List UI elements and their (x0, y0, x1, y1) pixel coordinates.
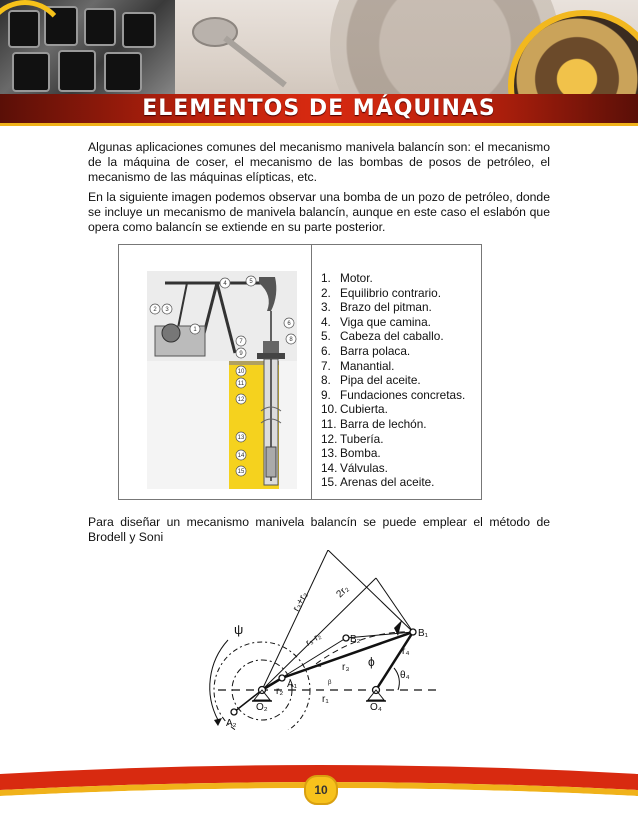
callout-6: 6 (287, 321, 291, 327)
label-r3-minus-r2: r₃-r₂ (303, 630, 323, 648)
callout-15: 15 (237, 469, 245, 475)
crank-rocker-diagram (198, 550, 448, 730)
list-item-number: 7. (321, 358, 331, 373)
point-a1: A₁ (287, 679, 298, 690)
label-2r2: 2r₂ (334, 583, 352, 601)
callout-13: 13 (237, 435, 245, 441)
callout-9: 9 (239, 351, 243, 357)
page-title: ELEMENTOS DE MÁQUINAS (142, 96, 496, 121)
list-item-number: 11. (321, 416, 337, 431)
list-item (321, 432, 465, 447)
pump-figure-table (118, 244, 482, 500)
list-item-number: 6. (321, 343, 331, 358)
list-item-label: Brazo del pitman. (340, 300, 432, 315)
list-item (321, 315, 465, 330)
list-item-number: 14. (321, 460, 338, 475)
list-item (321, 329, 465, 344)
list-item-number: 1. (321, 271, 331, 285)
engine-valve-image (185, 10, 295, 95)
callout-1: 1 (193, 327, 197, 333)
list-item-label: Cabeza del caballo. (340, 329, 444, 344)
list-item (321, 286, 465, 301)
list-item-label: Tubería. (340, 431, 384, 446)
list-item (321, 475, 465, 490)
pump-parts-list (321, 271, 465, 490)
list-item (321, 359, 465, 374)
list-item-label: Manantial. (340, 358, 395, 373)
label-r3: r₃ (342, 662, 350, 673)
label-theta4: θ₄ (400, 670, 410, 681)
callout-5: 5 (249, 279, 253, 285)
list-item-number: 13. (321, 446, 338, 461)
list-item (321, 373, 465, 388)
point-b1: B₁ (418, 628, 429, 639)
callout-2: 2 (153, 307, 157, 313)
label-r4: r₄ (402, 646, 410, 657)
table-divider (311, 245, 312, 499)
list-item-label: Motor. (340, 271, 373, 285)
page-number: 10 (304, 775, 338, 805)
list-item-number: 3. (321, 300, 331, 315)
paragraph-oil-pump: En la siguiente imagen podemos observar una bomba de un pozo de petróleo, donde se incluye un mecanismo de manivela balancín, aunque en este caso el eslabón que opera como balancín se extiende en su parte posterior. (88, 190, 550, 235)
list-item-label: Equilibrio contrario. (340, 285, 441, 300)
callout-4: 4 (223, 281, 227, 287)
label-r1: r₁ (322, 694, 329, 705)
list-item-number: 8. (321, 373, 331, 388)
point-o4: O₄ (370, 702, 382, 713)
point-b2: B₂ (350, 634, 361, 645)
list-item-label: Barra polaca. (340, 343, 411, 358)
list-item-label: Válvulas. (340, 460, 388, 475)
list-item-label: Pipa del aceite. (340, 373, 421, 388)
point-a2: A₂ (226, 718, 237, 729)
list-item (321, 417, 465, 432)
point-o2: O₂ (256, 702, 268, 713)
paragraph-brodell-soni: Para diseñar un mecanismo manivela balancín se puede emplear el método de Brodell y Soni (88, 515, 550, 545)
list-item-label: Bomba. (340, 446, 381, 461)
callout-11: 11 (237, 381, 245, 387)
label-alpha: α (318, 663, 322, 669)
list-item-number: 5. (321, 329, 331, 344)
list-item-label: Arenas del aceite. (340, 475, 435, 490)
list-item-label: Barra de lechón. (340, 416, 427, 431)
list-item (321, 402, 465, 417)
header-banner (0, 0, 638, 126)
list-item-number: 9. (321, 387, 331, 402)
list-item-label: Cubierta. (340, 402, 388, 417)
list-item (321, 446, 465, 461)
list-item-label: Viga que camina. (340, 314, 431, 329)
list-item-label: Fundaciones concretas. (340, 387, 466, 402)
list-item (321, 461, 465, 476)
callout-8: 8 (289, 337, 293, 343)
callout-7: 7 (239, 339, 243, 345)
list-item-number: 2. (321, 285, 331, 300)
list-item-number: 10. (321, 402, 338, 417)
label-phi: ϕ (368, 655, 375, 669)
label-psi: ψ (234, 622, 244, 637)
callout-10: 10 (237, 369, 245, 375)
list-item-number: 12. (321, 431, 338, 446)
list-item-number: 4. (321, 314, 331, 329)
callout-3: 3 (165, 307, 169, 313)
label-r2: r₂ (276, 686, 284, 697)
paragraph-applications: Algunas aplicaciones comunes del mecanismo manivela balancín son: el mecanismo de la máquina de coser, el mecanismo de las bombas de posos de petróleo, el mecanismo de las máquinas elípticas, etc. (88, 140, 550, 185)
label-beta: β (328, 680, 332, 686)
callout-12: 12 (237, 397, 245, 403)
oil-pump-diagram (147, 271, 297, 489)
callout-14: 14 (237, 453, 245, 459)
list-item (321, 271, 465, 286)
list-item-number: 15. (321, 475, 338, 490)
list-item (321, 388, 465, 403)
label-r3-plus-r2: r₃+r₂ (290, 590, 311, 614)
list-item (321, 300, 465, 315)
list-item (321, 344, 465, 359)
